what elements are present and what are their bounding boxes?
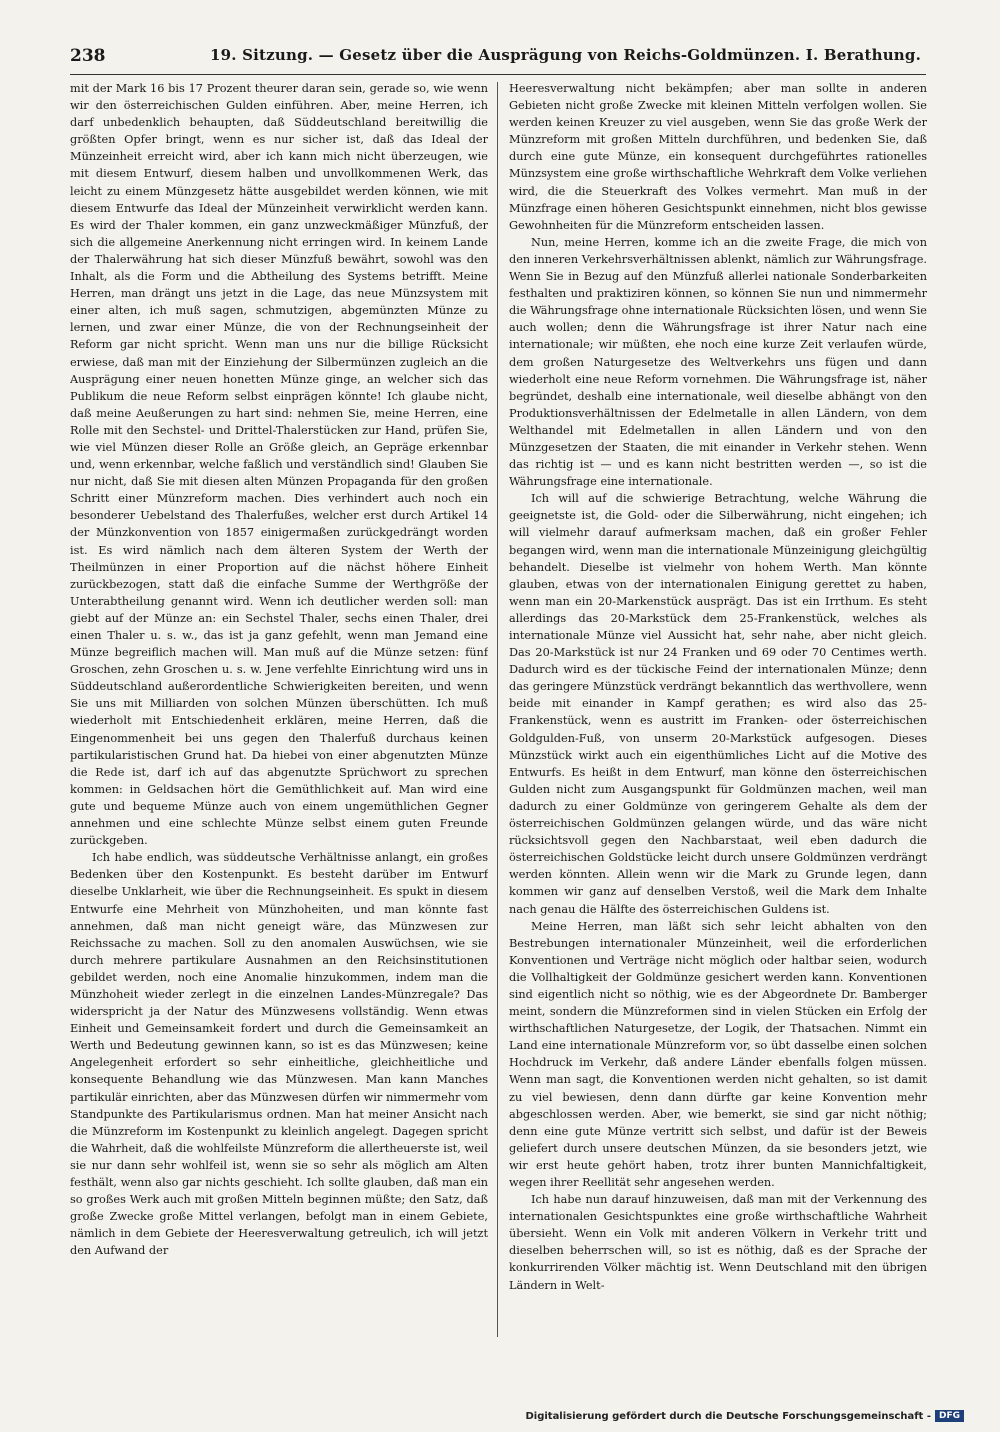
paragraph: Ich habe nun darauf hinzuweisen, daß man mit der Verkennung des internationalen Gesichtspunktes eine große wirthschaftliche Wahrheit übersieht. Wenn ein Volk mit anderen Völkern in Verkehr tritt und dieselben beherrschen will, so ist es nöthig, daß es der Sprache der konkurrirenden Völker mächtig ist. Wenn Deutschland mit den übrigen Ländern in Welt- <box>509 1193 927 1292</box>
paragraph: Heeresverwaltung nicht bekämpfen; aber man sollte in anderen Gebieten nicht große Zwecke mit kleinen Mitteln verfolgen wollen. Sie werden keinen Kreuzer zu viel ausgeben, wenn Sie das große Werk der Münzreform mit großen Mitteln durchführen, und bedenken Sie, daß durch eine gute Münze, ein konsequent durchgeführtes rationelles Münzsystem eine große wirthschaftliche Wehrkraft dem Volke verliehen wird, die die Steuerkraft des Volkes vermehrt. Man muß in der Münzfrage einen höheren Gesichtspunkt einnehmen, nicht blos gewisse Gewohnheiten für die Münzreform entscheiden lassen. <box>509 82 927 232</box>
running-head: 19. Sitzung. — Gesetz über die Ausprägung von Reichs-Goldmünzen. I. Berathung. <box>210 46 922 64</box>
page-header <box>70 40 926 75</box>
page-number: 238 <box>70 46 106 66</box>
paragraph: Ich will auf die schwierige Betrachtung, welche Währung die geeignetste ist, die Gold- oder die Silberwährung, nicht eingehen; ich will vielmehr darauf aufmerksam machen, daß ein großer Fehler begangen wird, wenn man die internationale Münzeinigung gleichgültig behandelt. Dieselbe ist vielmehr von hohem Werth. Man könnte glauben, etwas von der internationalen Einigung gerettet zu haben, wenn man ein 20-Markenstück ausprägt. Das ist ein Irrthum. Es steht allerdings das 20-Markstück dem 25-Frankenstück, welches als internationale Münze viel Aussicht hat, sehr nahe, aber nicht gleich. Das 20-Markstück ist nur 24 Franken und 69 oder 70 Centimes werth. Dadurch wird es der tückische Feind der internationalen Münze; denn das geringere Münzstück verdrängt bekanntlich das werthvollere, wenn beide mit einander in Kampf gerathen; es wird also das 25-Frankenstück, wenn es austritt im Franken- oder österreichischen Goldgulden-Fuß, von unserm 20-Markstück aufgesogen. Dieses Münzstück wirkt auch ein eigenthümliches Licht auf die Motive des Entwurfs. Es heißt in dem Entwurf, man könne den österreichischen Gulden nicht zum Ausgangspunkt für Goldmünzen machen, weil man dadurch zu einer Goldmünze von geringerem Gehalte als dem der österreichischen Goldmünzen gelangen würde, und das wäre nicht rücksichtsvoll gegen den Nachbarstaat, weil eben dadurch die österreichischen Goldstücke leicht durch unsere Goldmünzen verdrängt werden könnten. Allein wenn wir die Mark zu Grunde legen, dann kommen wir ganz auf denselben Verstoß, weil die Mark dem Inhalte nach genau die Hälfte des österreichischen Guldens ist. <box>509 492 927 916</box>
paragraph: mit der Mark 16 bis 17 Prozent theurer daran sein, gerade so, wie wenn wir den österreichischen Gulden einführen. Aber, meine Herren, ich darf unbedenklich behaupten, daß Süddeutschland bereitwillig die größten Opfer bringt, wenn es nur sicher ist, daß das Ideal der Münzeinheit erreicht wird, aber ich kann mich nicht überzeugen, wie mit diesem Entwurf, diesem halben und unvollkommenen Werk, das leicht zu einem Münzgesetz hätte ausgebildet werden können, wie mit diesem Entwurfe das Ideal der Münzeinheit verwirklicht werden kann. Es wird der Thaler kommen, ein ganz unzweckmäßiger Münzfuß, der sich die allgemeine Anerkennung nicht erringen wird. In keinem Lande der Thalerwährung hat sich dieser Münzfuß bewährt, sowohl was den Inhalt, als die Form und die Abtheilung des Systems betrifft. Meine Herren, man drängt uns jetzt in die Lage, das neue Münzsystem mit einer alten, ich muß sagen, schmutzigen, abgemünzten Münze zu lernen, und zwar einer Münze, die von der Rechnungseinheit der Reform gar nicht spricht. Wenn man uns nur die billige Rücksicht erwiese, daß man mit der Einziehung der Silbermünzen zugleich an die Ausprägung einer neuen honetten Münze ginge, an welcher sich das Publikum die neue Reform selbst einprägen könnte! Ich glaube nicht, daß meine Aeußerungen zu hart sind: nehmen Sie, meine Herren, eine Rolle mit den Sechstel- und Drittel-Thalerstücken zur Hand, prüfen Sie, wie viel Münzen dieser Rolle an Größe gleich, an Gepräge erkennbar und, wenn erkennbar, welche faßlich und verständlich sind! Glauben Sie nur nicht, daß Sie mit diesen alten Münzen Propaganda für den großen Schritt einer Münzreform machen. Dies verhindert auch noch ein besonderer Uebelstand des Thalerfußes, welcher erst durch Artikel 14 der Münzkonvention von 1857 einigermaßen zurückgedrängt worden ist. Es wird nämlich nach dem älteren System der Werth der Theilmünzen in einer Proportion auf die nächst höhere Einheit zurückbezogen, statt daß die einfache Summe der Werthgröße der Unterabtheilung genannt wird. Wenn ich deutlicher werden soll: man giebt auf der Münze an: ein Sechstel Thaler, sechs einen Thaler, drei einen Thaler u. s. w., das ist ja ganz gefehlt, wenn man Jemand eine Münze begreiflich machen will. Man muß auf die Münze setzen: fünf Groschen, zehn Groschen u. s. w. Jene verfehlte Einrichtung wird uns in Süddeutschland außerordentliche Schwierigkeiten bereiten, und wenn Sie uns mit Milliarden von solchen Münzen überschütten. Ich muß wiederholt mit Entschiedenheit erklären, meine Herren, daß die Eingenommenheit bei uns gegen den Thalerfuß durchaus keinen partikularistischen Grund hat. Da hiebei von einer abgenutzten Münze die Rede ist, darf ich auf das abgenutzte Sprüchwort zu sprechen kommen: in Geldsachen hört die Gemüthlichkeit auf. Man wird eine gute und bequeme Münze auch von einem ungemüthlichen Gegner annehmen und eine schlechte Münze selbst einem guten Freunde zurückgeben. <box>70 82 488 848</box>
right-column <box>509 80 927 1342</box>
paragraph: Meine Herren, man läßt sich sehr leicht abhalten von den Bestrebungen internationaler Münzeinheit, weil die erforderlichen Konventionen und Verträge nicht möglich oder haltbar seien, wodurch die Vollhaltigkeit der Goldmünze gesichert werden kann. Konventionen sind eigentlich nicht so nöthig, wie es der Abgeordnete Dr. Bamberger meint, sondern die Münzreformen sind in vielen Stücken ein Erfolg der wirthschaftlichen Naturgesetze, der Logik, der Thatsachen. Nimmt ein Land eine internationale Münzreform vor, so übt dasselbe einen solchen Hochdruck im Verkehr, daß andere Länder ebenfalls folgen müssen. Wenn man sagt, die Konventionen werden nicht gehalten, so ist damit zu viel bewiesen, denn dann dürfte gar keine Konvention mehr abgeschlossen werden. Aber, wie bemerkt, sie sind gar nicht nöthig; denn eine gute Münze vertritt sich selbst, und dafür ist der Beweis geliefert durch unsere deutschen Münzen, da sie besonders jetzt, wie wir erst heute gehört haben, trotz ihrer bunten Mannichfaltigkeit, wegen ihrer Reellität sehr angesehen werden. <box>509 919 927 1189</box>
paragraph: Ich habe endlich, was süddeutsche Verhältnisse anlangt, ein großes Bedenken über den Kostenpunkt. Es besteht darüber im Entwurf dieselbe Unklarheit, wie über die Rechnungseinheit. Es spukt in diesem Entwurfe eine Mehrheit von Münzhoheiten, und man könnte fast annehmen, daß man nicht geneigt wäre, das Münzwesen zur Reichssache zu machen. Soll zu den anomalen Auswüchsen, wie sie durch mehrere partikulare Ausnahmen an den Reichsinstitutionen gebildet werden, noch eine Anomalie hinzukommen, indem man die Münzhoheit wieder zerlegt in die einzelnen Landes-Münzregale? Das widerspricht ja der Natur des Münzwesens vollständig. Wenn etwas Einheit und Gemeinsamkeit fordert und durch die Gemeinsamkeit an Werth und Bedeutung gewinnen kann, so ist es das Münzwesen; keine Angelegenheit erfordert so sehr einheitliche, gleichheitliche und konsequente Behandlung wie das Münzwesen. Man kann Manches partikulär einrichten, aber das Münzwesen dürfen wir nimmermehr vom Standpunkte des Partikularismus ordnen. Man hat meiner Ansicht nach die Münzreform im Kostenpunkt zu kleinlich angelegt. Dagegen spricht die Wahrheit, daß die wohlfeilste Münzreform die allertheuerste ist, weil sie nur dann sehr wohlfeil ist, wenn sie so sehr als möglich am Alten festhält, wenn also gar nichts geschieht. Ich sollte glauben, daß man ein so großes Werk auch mit großen Mitteln beginnen müßte; den Satz, daß große Zwecke große Mittel verlangen, befolgt man in einem Gebiete, nämlich in dem Gebiete der Heeresverwaltung getreulich, ich will jetzt den Aufwand der <box>70 851 488 1258</box>
digitization-credit <box>525 1410 964 1422</box>
dfg-logo: DFG <box>935 1410 964 1422</box>
credit-text: Digitalisierung gefördert durch die Deutsche Forschungsgemeinschaft - <box>525 1410 931 1422</box>
paragraph: Nun, meine Herren, komme ich an die zweite Frage, die mich von den inneren Verkehrsverhältnissen ablenkt, nämlich zur Währungsfrage. Wenn Sie in Bezug auf den Münzfuß allerlei nationale Sonderbarkeiten festhalten und praktiziren können, so können Sie nun und nimmermehr die Währungsfrage ohne internationale Rücksichten lösen, und wenn Sie auch wollen; denn die Währungsfrage ist ihrer Natur nach eine internationale; wir müßten, ehe noch eine kurze Zeit verlaufen würde, dem großen Naturgesetze des Weltverkehrs uns fügen und dann wiederholt eine neue Reform vornehmen. Die Währungsfrage ist, näher begründet, deshalb eine internationale, weil dieselbe abhängt von den Produktionsverhältnissen der Edelmetalle in allen Ländern, von dem Welthandel mit Edelmetallen in allen Ländern und von den Münzgesetzen der Staaten, die mit einander in Verkehr stehen. Wenn das richtig ist — und es kann nicht bestritten werden —, so ist die Währungsfrage eine internationale. <box>509 235 927 489</box>
left-column <box>70 80 488 1342</box>
column-divider <box>497 82 498 1337</box>
